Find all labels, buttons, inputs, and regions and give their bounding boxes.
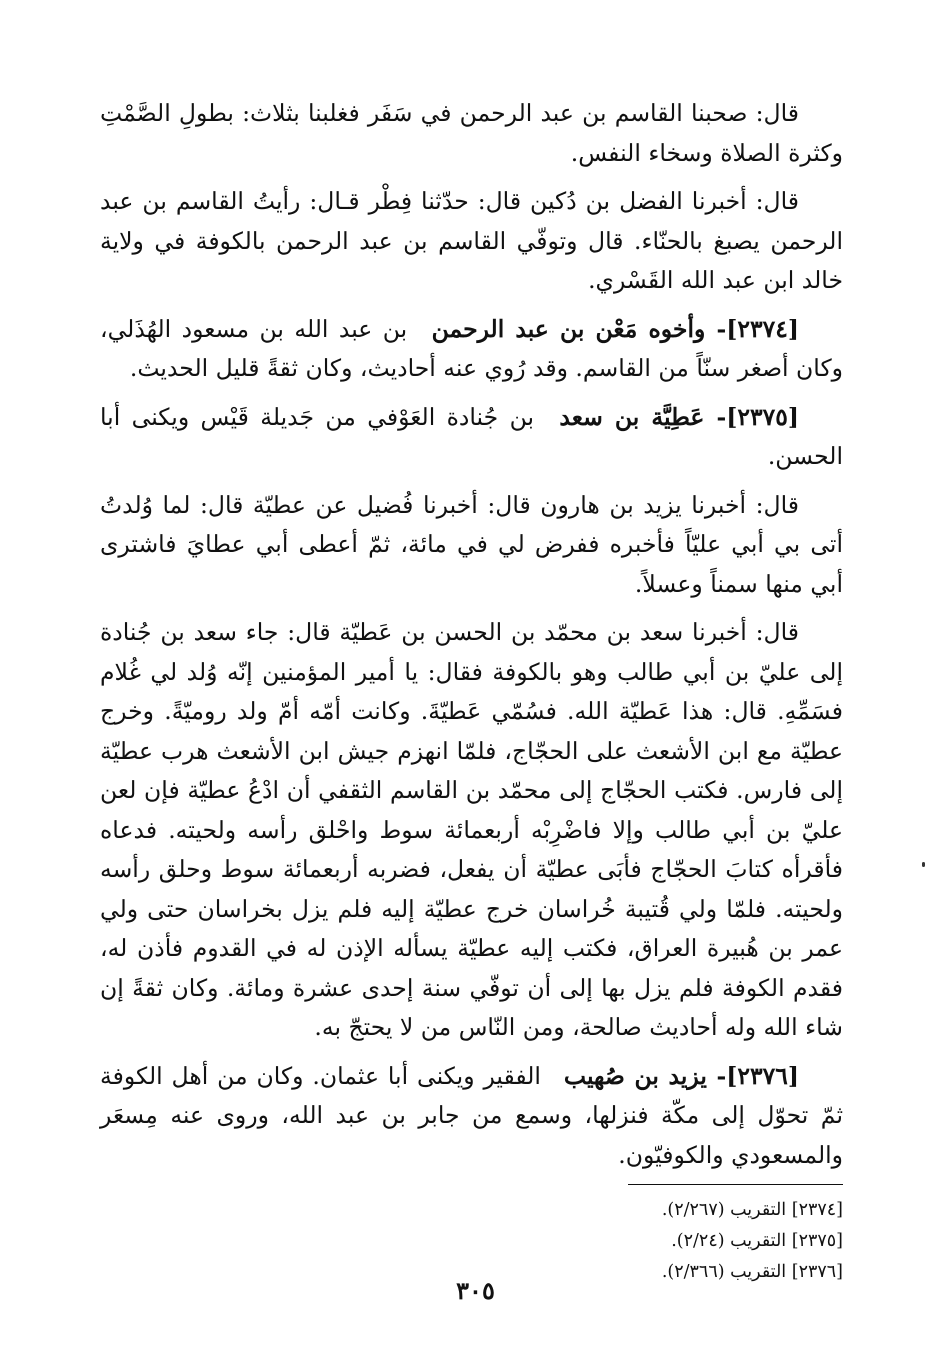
footnote: [٢٣٧٥] التقريب (٢/٢٤). bbox=[671, 1231, 843, 1251]
entry-number: [٢٣٧٤] bbox=[726, 314, 799, 343]
entry-name: - يزيد بن صُهيب bbox=[563, 1061, 727, 1090]
entry-name: - وأخوه مَعْن بن عبد الرحمن bbox=[431, 314, 727, 343]
entry-name: - عَطِيَّة بن سعد bbox=[559, 402, 727, 431]
footnote: [٢٣٧٦] التقريب (٢/٣٦٦). bbox=[661, 1262, 843, 1282]
paragraph-text: بن عبد الله بن مسعود الهُذَلي، وكان أصغر سنّاً من القاسم. وقد رُوي عنه أحاديث، وكان ثقةً قليل الحديث. bbox=[100, 314, 843, 382]
page-number: ٣٠٥ bbox=[456, 1276, 495, 1305]
biography-entry bbox=[100, 310, 843, 389]
biography-entry bbox=[100, 398, 843, 477]
paragraph-text: قال: أخبرنا الفضل بن دُكين قال: حدّثنا فِطْر قـال: رأيتُ القاسم بن عبد الرحمن يصبغ بالحنّاء. قال وتوفّي القاسم بن عبد الرحمن بالكوفة في ولاية خالد ابن عبد الله القَسْري. bbox=[100, 187, 843, 294]
margin-mark bbox=[922, 862, 925, 867]
paragraph bbox=[100, 486, 843, 605]
paragraph-text: بن جُنادة العَوْفي من جَديلة قَيْس ويكنى أبا الحسن. bbox=[100, 402, 843, 470]
paragraph-text: الفقير ويكنى أبا عثمان. وكان من أهل الكوفة ثمّ تحوّل إلى مكّة فنزلها، وسمع من جابر بن عبد الله، وروى عنه مِسعَر والمسعودي والكوفيّون. bbox=[100, 1061, 843, 1169]
paragraph bbox=[100, 613, 843, 1048]
paragraph bbox=[100, 182, 843, 301]
paragraph-text: قال: أخبرنا يزيد بن هارون قال: أخبرنا فُضيل عن عطيّة قال: لما وُلدتُ أتى بي أبي عليّاً فأخبره ففرض لي في مائة، ثمّ أعطى أبي عطايَ فاشترى أبي منها سمناً وعسلاً. bbox=[100, 490, 843, 598]
footnote: [٢٣٧٤] التقريب (٢/٢٦٧). bbox=[661, 1200, 843, 1220]
paragraph-text: قال: أخبرنا سعد بن محمّد بن الحسن بن عَطيّة قال: جاء سعد بن جُنادة إلى عليّ بن أبي طالب وهو بالكوفة فقال: يا أمير المؤمنين إنّه وُلد لي غُلام فسَمِّهِ. قال: هذا عَطيّة الله. فسُمّي عَطيّةَ. وكانت أمّه أمّ ولد روميّةً. وخرج عطيّة مع ابن الأشعث على الحجّاج، فلمّا انهزم جيش ابن الأشعث هرب عطيّة إلى فارس. فكتب الحجّاج إلى محمّد بن القاسم الثقفي أن ادْعُ عطيّة فإن لعن عليّ بن أبي طالب وإلا فاضْرِبْه أربعمائة سوط واحْلق رأسه ولحيته. فدعاه فأقرأه كتابَ الحجّاج فأبَى عطيّة أن يفعل، فضربه أربعمائة سوط وحلق رأسه ولحيته. فلمّا ولي قُتيبة خُراسان خرج عطيّة إليه فلم يزل بخراسان حتى ولي عمر بن هُبيرة العراق، فكتب إليه عطيّة يسأله الإذن له في القدوم فأذن له، فقدم الكوفة فلم يزل بها إلى أن توفّي سنة إحدى عشرة ومائة. وكان ثقةً إن شاء الله وله أحاديث صالحة، ومن النّاس من لا يحتجّ به. bbox=[100, 618, 843, 1041]
footnotes bbox=[100, 1195, 843, 1288]
biography-entry bbox=[100, 1057, 843, 1176]
paragraph bbox=[100, 94, 843, 173]
entry-number: [٢٣٧٦] bbox=[726, 1061, 799, 1090]
footnote-divider bbox=[628, 1184, 843, 1185]
entry-number: [٢٣٧٥] bbox=[726, 402, 799, 431]
paragraph-text: قال: صحبنا القاسم بن عبد الرحمن في سَفَر فغلبنا بثلاث: بطولِ الصَّمْتِ وكثرة الصلاة وسخاء النفس. bbox=[100, 99, 843, 167]
